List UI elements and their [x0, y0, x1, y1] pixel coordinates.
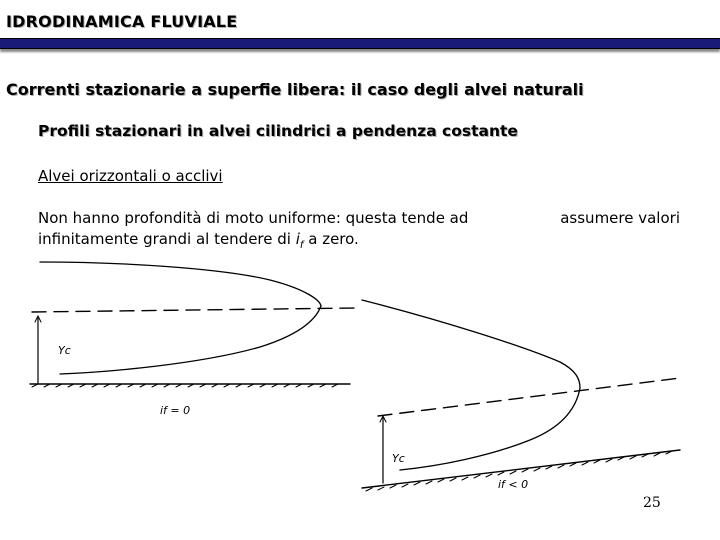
- body-line-1-part-a: Non hanno profondità di moto uniforme: questa tende ad: [38, 209, 469, 227]
- body-line-2-part-a: infinitamente grandi al tendere di: [38, 230, 291, 248]
- left-slope-label: if = 0: [160, 404, 191, 417]
- slide-title: Correnti stazionarie a superfie libera: il caso degli alvei naturali: [6, 80, 584, 99]
- right-slope-label: if < 0: [498, 478, 529, 491]
- header-title: IDRODINAMICA FLUVIALE: [6, 12, 238, 31]
- critical-depth-line: [378, 378, 680, 416]
- left-depth-label: Yc: [58, 344, 71, 357]
- body-line-2-part-b: a zero.: [308, 230, 359, 248]
- slope-variable: $i_f$: [295, 230, 304, 251]
- diagram-adverse-slope: [362, 300, 680, 491]
- right-depth-label: Yc: [392, 452, 405, 465]
- section-heading: Alvei orizzontali o acclivi: [38, 167, 223, 185]
- critical-depth-line: [32, 308, 356, 312]
- body-line-1-part-b: assumere valori: [560, 209, 680, 227]
- water-surface-profile-lower: [60, 306, 321, 374]
- diagram-horizontal-bed: [30, 262, 356, 387]
- water-surface-profile-lower: [400, 388, 580, 470]
- slide-subtitle: Profili stazionari in alvei cilindrici a pendenza costante: [38, 122, 518, 140]
- water-surface-profile-upper: [40, 262, 321, 306]
- water-surface-profile-upper: [362, 300, 580, 388]
- slope-variable-subscript: f: [299, 240, 304, 251]
- page-number: 25: [643, 495, 661, 511]
